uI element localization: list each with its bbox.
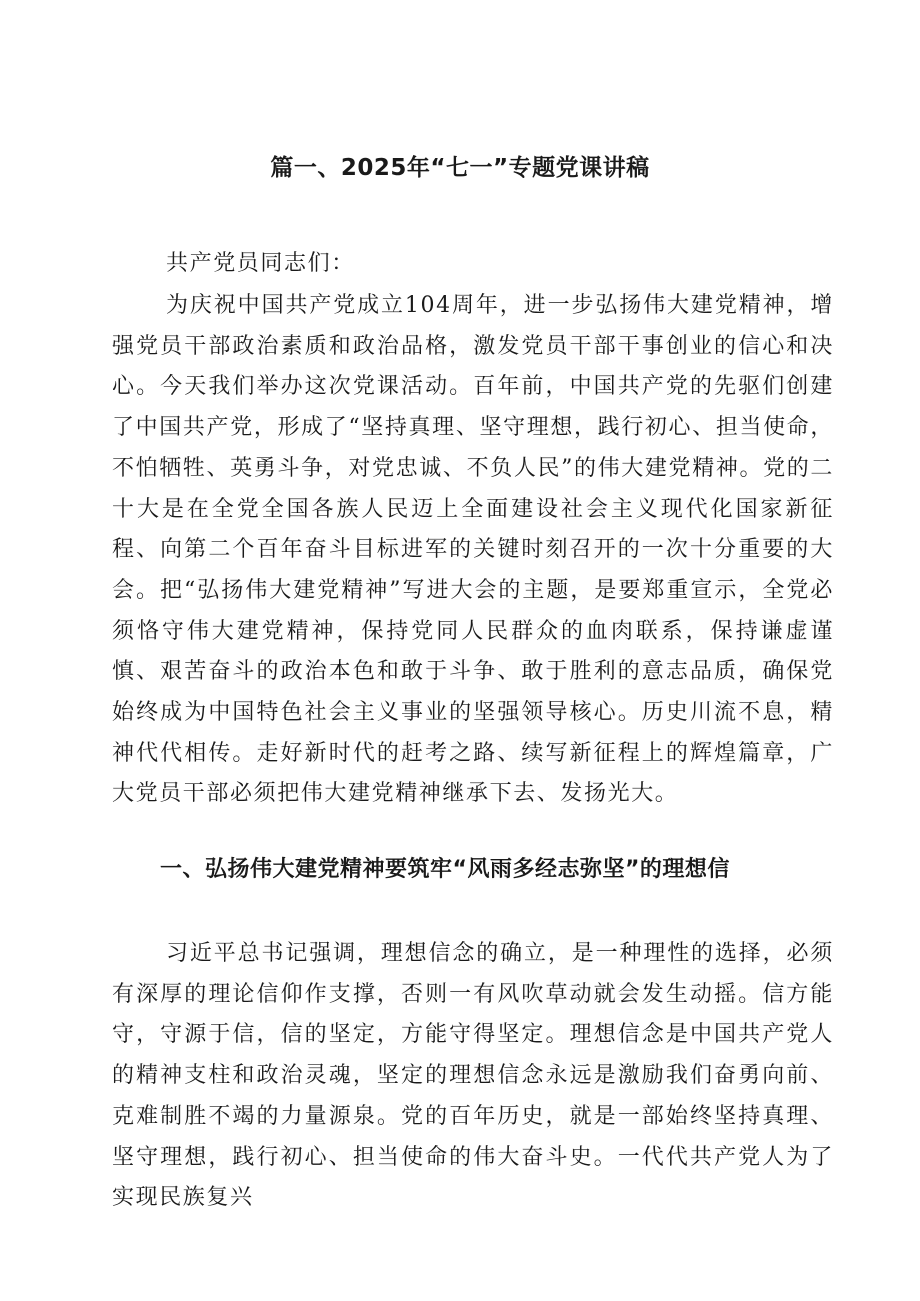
section-heading: 一、弘扬伟大建党精神要筑牢“风雨多经志弥坚”的理想信 xyxy=(160,857,730,882)
opening-paragraph: 为庆祝中国共产党成立104周年，进一步弘扬伟大建党精神，增强党员干部政治素质和政治品格，激发党员干部干事创业的信心和决心。今天我们举办这次党课活动。百年前，中国共产党的先驱们创建了中国共产党，形成了“坚持真理、坚守理想，践行初心、担当使命，不怕牺牲、英勇斗争，对党忠诚、不负人民”的伟大建党精神。党的二十大是在全党全国各族人民迈上全面建设社会主义现代化国家新征程、向第二个百年奋斗目标进军的关键时刻召开的一次十分重要的大会。把“弘扬伟大建党精神”写进大会的主题，是要郑重宣示，全党必须恪守伟大建党精神，保持党同人民群众的血肉联系，保持谦虚谨慎、艰苦奋斗的政治本色和敢于斗争、敢于胜利的意志品质，确保党始终成为中国特色社会主义事业的坚强领导核心。历史川流不息，精神代代相传。走好新时代的赶考之路、续写新征程上的辉煌篇章，广大党员干部必须把伟大建党精神继承下去、发扬光大。 xyxy=(112,293,834,807)
section-paragraph: 习近平总书记强调，理想信念的确立，是一种理性的选择，必须有深厚的理论信仰作支撑，否则一有风吹草动就会发生动摇。信方能守，守源于信，信的坚定，方能守得坚定。理想信念是中国共产党人的精神支柱和政治灵魂，坚定的理想信念永远是激励我们奋勇向前、克难制胜不竭的力量源泉。党的百年历史，就是一部始终坚持真理、坚守理想，践行初心、担当使命的伟大奋斗史。一代代共产党人为了实现民族复兴 xyxy=(112,941,834,1211)
document-title: 篇一、2025年“七一”专题党课讲稿 xyxy=(270,155,650,181)
salutation: 共产党员同志们： xyxy=(166,251,355,276)
